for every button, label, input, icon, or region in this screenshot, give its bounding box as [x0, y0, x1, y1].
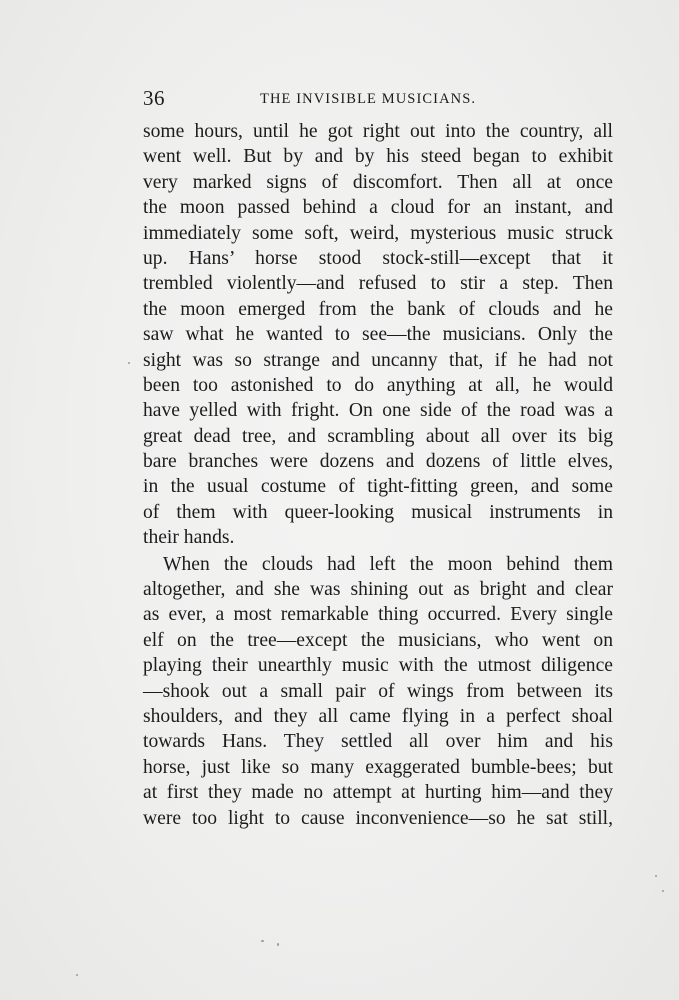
body-text — [143, 119, 613, 831]
page-number: 36 — [143, 86, 165, 110]
text-line: some hours, until he got right out into the country, all — [143, 121, 613, 142]
running-title: THE INVISIBLE MUSICIANS. — [260, 91, 477, 107]
text-line: at first they made no attempt at hurting him—and they — [143, 782, 613, 804]
text-line: great dead tree, and scrambling about all over its big — [143, 425, 613, 447]
text-line: shoulders, and they all came flying in a perfect shoal — [143, 705, 613, 727]
text-line: the moon emerged from the bank of clouds and he — [143, 298, 613, 320]
text-line: horse, just like so many exaggerated bumble-bees; but — [143, 756, 613, 778]
text-line: immediately some soft, weird, mysterious music struck — [143, 222, 613, 244]
text-line: saw what he wanted to see—the musicians. Only the — [143, 324, 613, 346]
text-line: bare branches were dozens and dozens of little elves, — [143, 451, 613, 473]
running-head — [143, 86, 613, 110]
paper-speck — [261, 940, 264, 942]
paper-speck — [277, 943, 279, 946]
text-line: sight was so strange and uncanny that, if he had not — [143, 349, 613, 371]
text-line: went well. But by and by his steed began to exhibit — [143, 146, 613, 168]
text-line: When the clouds had left the moon behind them — [163, 553, 613, 575]
text-line: their hands. — [143, 527, 235, 549]
text-line: elf on the tree—except the musicians, who went on — [143, 629, 613, 651]
text-line: up. Hans’ horse stood stock-still—except that it — [143, 247, 613, 269]
text-line: were too light to cause inconvenience—so he sat still, — [143, 807, 613, 829]
paper-speck — [76, 974, 78, 976]
paragraph — [143, 552, 613, 831]
text-line: been too astonished to do anything at all, he would — [143, 374, 613, 396]
text-line: very marked signs of discomfort. Then all at once — [143, 171, 613, 193]
paper-speck — [655, 875, 657, 877]
text-line: altogether, and she was shining out as bright and clear — [143, 579, 613, 601]
text-line: in the usual costume of tight-fitting green, and some — [143, 476, 613, 498]
text-line: playing their unearthly music with the utmost diligence — [143, 655, 613, 677]
text-line: of them with queer-looking musical instruments in — [143, 501, 613, 523]
text-line: the moon passed behind a cloud for an instant, and — [143, 197, 613, 219]
text-line: as ever, a most remarkable thing occurred. Every single — [143, 604, 613, 626]
paper-speck — [662, 890, 664, 892]
text-line: trembled violently—and refused to stir a step. Then — [143, 273, 613, 295]
paragraph — [143, 119, 613, 551]
paper-speck — [128, 362, 130, 364]
text-line: towards Hans. They settled all over him and his — [143, 731, 613, 753]
text-line: have yelled with fright. On one side of the road was a — [143, 400, 613, 422]
text-line: —shook out a small pair of wings from between its — [143, 680, 613, 702]
